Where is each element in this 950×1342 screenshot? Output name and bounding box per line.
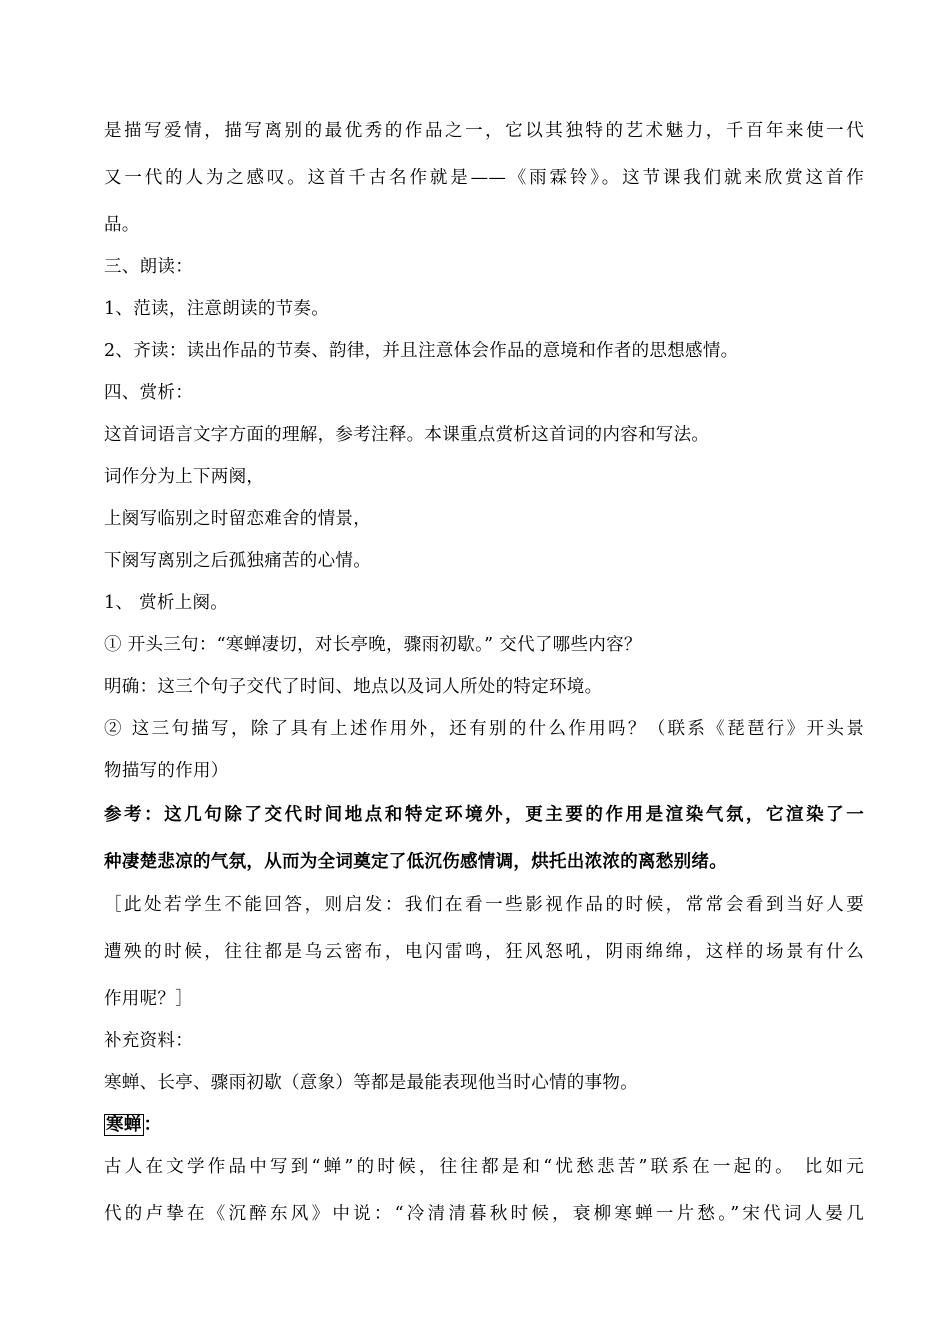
paragraph-line-2: 又一代的人为之感叹。这首千古名作就是——《雨霖铃》。这节课我们就来欣赏这首作 xyxy=(104,168,864,188)
term-heading xyxy=(104,1113,864,1137)
paragraph-lower-stanza: 下阕写离别之后孤独痛苦的心情。 xyxy=(104,551,371,571)
list-item-model-reading: 1、范读，注意朗读的节奏。 xyxy=(104,299,330,319)
hint-line-3: 作用呢？］ xyxy=(104,989,193,1009)
term-box: 寒蝉 xyxy=(106,1115,142,1135)
section-heading-reading: 三、朗读： xyxy=(104,257,193,277)
question-1: ① 开头三句：“寒蝉凄切，对长亭晚，骤雨初歇。” 交代了哪些内容？ xyxy=(104,635,642,655)
term-explanation-line-1: 古人在文学作品中写到“蝉”的时候，往往都是和“忧愁悲苦”联系在一起的。 比如元 xyxy=(104,1157,864,1177)
reference-answer-line-1: 参考：这几句除了交代时间地点和特定环境外，更主要的作用是渲染气氛，它渲染了一 xyxy=(104,805,864,825)
list-item-group-reading: 2、齐读：读出作品的节奏、韵律，并且注意体会作品的意境和作者的思想感情。 xyxy=(104,341,739,361)
hint-line-1: ［此处若学生不能回答，则启发：我们在看一些影视作品的时候，常常会看到当好人要 xyxy=(104,895,864,915)
supplement-text: 寒蝉、长亭、骤雨初歇（意象）等都是最能表现他当时心情的事物。 xyxy=(104,1073,638,1093)
question-2-line-1: ② 这三句描写，除了具有上述作用外，还有别的什么作用吗？（联系《琵琶行》开头景 xyxy=(104,719,864,739)
paragraph-structure: 词作分为上下两阕， xyxy=(104,467,265,487)
term-colon: ： xyxy=(143,1115,162,1135)
reference-answer-line-2: 种凄楚悲凉的气氛，从而为全词奠定了低沉伤感情调，烘托出浓浓的离愁别绪。 xyxy=(104,852,727,872)
paragraph-line-1: 是描写爱情，描写离别的最优秀的作品之一，它以其独特的艺术魅力，千百年来使一代 xyxy=(104,121,864,141)
paragraph-upper-stanza: 上阕写临别之时留恋难舍的情景， xyxy=(104,509,371,529)
question-2-line-2: 物描写的作用） xyxy=(104,761,229,781)
section-heading-appreciation: 四、赏析： xyxy=(104,383,193,403)
answer-1: 明确：这三个句子交代了时间、地点以及词人所处的特定环境。 xyxy=(104,677,603,697)
subheading-upper-stanza: 1、 赏析上阕。 xyxy=(104,593,229,613)
hint-line-2: 遭殃的时候，往往都是乌云密布，电闪雷鸣，狂风怒吼，阴雨绵绵，这样的场景有什么 xyxy=(104,942,864,962)
term-explanation-line-2: 代的卢挚在《沉醉东风》中说：“冷清清暮秋时候，衰柳寒蝉一片愁。”宋代词人晏几 xyxy=(104,1204,864,1224)
paragraph-line-3: 品。 xyxy=(104,215,140,235)
paragraph-intro: 这首词语言文字方面的理解，参考注释。本课重点赏析这首词的内容和写法。 xyxy=(104,425,710,445)
supplement-heading: 补充资料： xyxy=(104,1031,193,1051)
